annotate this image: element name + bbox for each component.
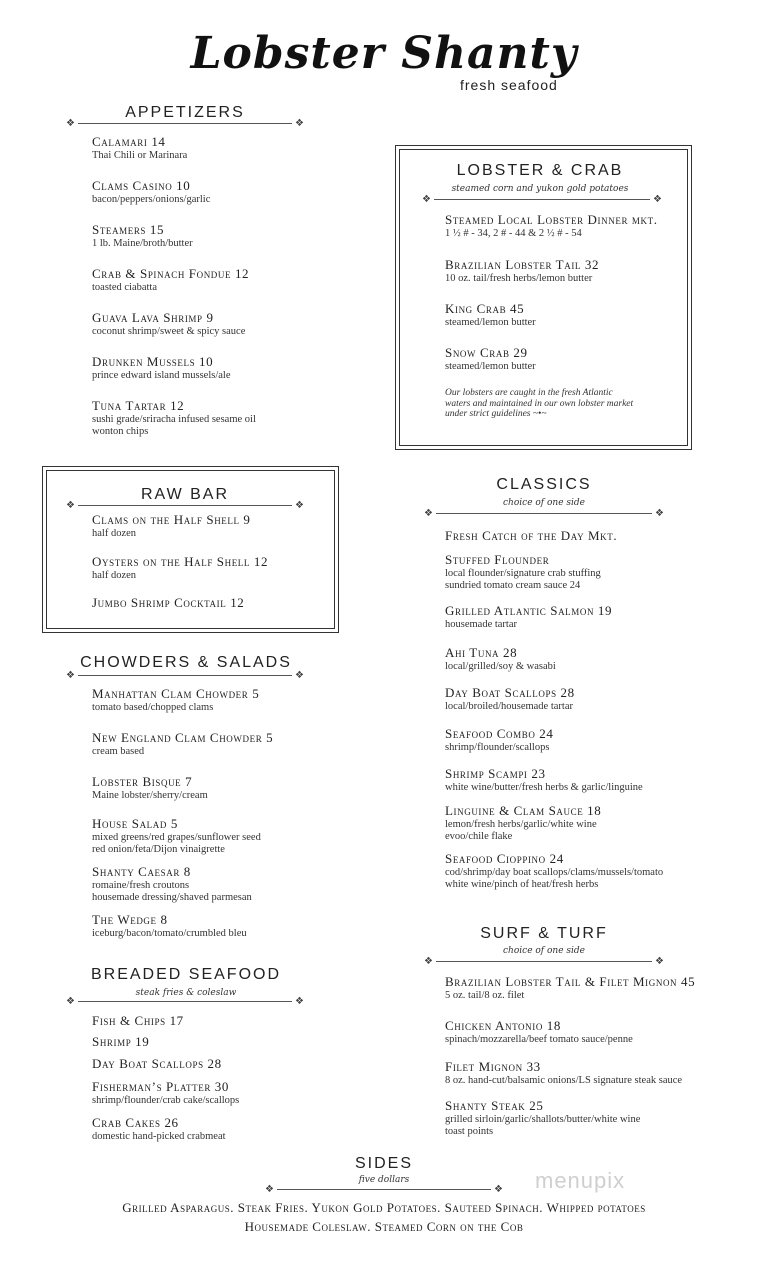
menu-item: Fresh Catch of the Day Mkt. bbox=[445, 528, 618, 543]
sides-divider bbox=[265, 1184, 503, 1196]
menu-item: Clams on the Half Shell 9 half dozen bbox=[92, 512, 251, 539]
flourish-left-icon: ❖ bbox=[66, 996, 75, 1007]
restaurant-logo: Lobster Shanty bbox=[190, 28, 578, 79]
flourish-right-icon: ❖ bbox=[655, 956, 664, 967]
menu-item: Seafood Combo 24 shrimp/flounder/scallops bbox=[445, 726, 554, 753]
menu-item: Tuna Tartar 12 sushi grade/sriracha infused sesame oil wonton chips bbox=[92, 398, 256, 437]
menu-item: Brazilian Lobster Tail 32 10 oz. tail/fresh herbs/lemon butter bbox=[445, 257, 600, 284]
menu-item: King Crab 45 steamed/lemon butter bbox=[445, 301, 536, 328]
classics-title: CLASSICS bbox=[496, 476, 592, 493]
classics-subtitle: choice of one side bbox=[503, 498, 585, 508]
menu-item: Steamers 15 1 lb. Maine/broth/butter bbox=[92, 222, 193, 249]
menu-item: Shanty Caesar 8 romaine/fresh croutons housemade dressing/shaved parmesan bbox=[92, 864, 252, 903]
menu-item: House Salad 5 mixed greens/red grapes/sunflower seed red onion/feta/Dijon vinaigrette bbox=[92, 816, 261, 855]
breaded-title: BREADED SEAFOOD bbox=[90, 966, 282, 983]
watermark: menupix bbox=[535, 1168, 626, 1193]
chowders-title: CHOWDERS & SALADS bbox=[80, 654, 292, 671]
menu-item: Shanty Steak 25 grilled sirloin/garlic/shallots/butter/white wine toast points bbox=[445, 1098, 641, 1137]
lobster-crab-subtitle: steamed corn and yukon gold potatoes bbox=[451, 184, 629, 194]
menu-item: Steamed Local Lobster Dinner mkt. 1 ½ # - 34, 2 # - 44 & 2 ½ # - 54 bbox=[445, 212, 658, 239]
lobster-crab-divider bbox=[422, 194, 662, 206]
raw-bar-title: RAW BAR bbox=[140, 486, 230, 503]
surf-turf-divider bbox=[424, 956, 664, 968]
menu-item: Day Boat Scallops 28 bbox=[92, 1056, 222, 1071]
lobster-crab-title: LOBSTER & CRAB bbox=[456, 162, 624, 179]
menu-item: Seafood Cioppino 24 cod/shrimp/day boat scallops/clams/mussels/tomato white wine/pinch of heat/fresh herbs bbox=[445, 851, 664, 890]
menu-item: Grilled Atlantic Salmon 19 housemade tartar bbox=[445, 603, 613, 630]
lobster-note: Our lobsters are caught in the fresh Atlantic waters and maintained in our own lobster market under strict guidelines ~•~ bbox=[445, 388, 634, 419]
sides-subtitle: five dollars bbox=[358, 1175, 410, 1185]
flourish-right-icon: ❖ bbox=[653, 194, 662, 205]
flourish-left-icon: ❖ bbox=[422, 194, 431, 205]
menu-item: Fish & Chips 17 bbox=[92, 1013, 184, 1028]
menu-item: Calamari 14 Thai Chili or Marinara bbox=[92, 134, 188, 161]
surf-turf-title: SURF & TURF bbox=[480, 925, 608, 942]
menu-item: Lobster Bisque 7 Maine lobster/sherry/cream bbox=[92, 774, 208, 801]
menu-item: Manhattan Clam Chowder 5 tomato based/chopped clams bbox=[92, 686, 260, 713]
sides-title: SIDES bbox=[354, 1155, 413, 1172]
breaded-subtitle: steak fries & coleslaw bbox=[135, 988, 237, 998]
flourish-left-icon: ❖ bbox=[66, 118, 75, 129]
flourish-right-icon: ❖ bbox=[494, 1184, 503, 1195]
raw-bar-divider bbox=[66, 500, 304, 512]
menu-item: Snow Crab 29 steamed/lemon butter bbox=[445, 345, 536, 372]
menu-item: Shrimp 19 bbox=[92, 1034, 150, 1049]
menu-item: Stuffed Flounder local flounder/signature crab stuffing sundried tomato cream sauce 24 bbox=[445, 552, 601, 591]
menu-item: Filet Mignon 33 8 oz. hand-cut/balsamic onions/LS signature steak sauce bbox=[445, 1059, 683, 1086]
appetizers-divider bbox=[66, 118, 304, 130]
menu-item: Fisherman’s Platter 30 shrimp/flounder/crab cake/scallops bbox=[92, 1079, 240, 1106]
menu-item: Linguine & Clam Sauce 18 lemon/fresh herbs/garlic/white wine evoo/chile flake bbox=[445, 803, 602, 842]
sides-list-line-1: Grilled Asparagus. Steak Fries. Yukon Gold Potatoes. Sauteed Spinach. Whipped potatoes bbox=[122, 1200, 646, 1215]
flourish-right-icon: ❖ bbox=[655, 508, 664, 519]
breaded-divider bbox=[66, 996, 304, 1008]
flourish-left-icon: ❖ bbox=[66, 670, 75, 681]
menu-item: Drunken Mussels 10 prince edward island mussels/ale bbox=[92, 354, 231, 381]
flourish-right-icon: ❖ bbox=[295, 500, 304, 511]
menu-item: Guava Lava Shrimp 9 coconut shrimp/sweet & spicy sauce bbox=[92, 310, 246, 337]
menu-item: Chicken Antonio 18 spinach/mozzarella/beef tomato sauce/penne bbox=[445, 1018, 633, 1045]
flourish-left-icon: ❖ bbox=[66, 500, 75, 511]
menu-item: New England Clam Chowder 5 cream based bbox=[92, 730, 274, 757]
menu-item: Brazilian Lobster Tail & Filet Mignon 45 5 oz. tail/8 oz. filet bbox=[445, 974, 696, 1001]
surf-turf-subtitle: choice of one side bbox=[503, 946, 585, 956]
menu-item: The Wedge 8 iceburg/bacon/tomato/crumbled bleu bbox=[92, 912, 247, 939]
flourish-left-icon: ❖ bbox=[424, 956, 433, 967]
chowders-divider bbox=[66, 670, 304, 682]
menu-item: Day Boat Scallops 28 local/broiled/housemade tartar bbox=[445, 685, 575, 712]
flourish-right-icon: ❖ bbox=[295, 670, 304, 681]
classics-divider bbox=[424, 508, 664, 520]
flourish-left-icon: ❖ bbox=[424, 508, 433, 519]
flourish-right-icon: ❖ bbox=[295, 996, 304, 1007]
menu-item: Shrimp Scampi 23 white wine/butter/fresh herbs & garlic/linguine bbox=[445, 766, 643, 793]
menu-item: Oysters on the Half Shell 12 half dozen bbox=[92, 554, 269, 581]
sides-list-line-2: Housemade Coleslaw. Steamed Corn on the Cob bbox=[244, 1219, 524, 1234]
menu-item: Clams Casino 10 bacon/peppers/onions/garlic bbox=[92, 178, 211, 205]
menu-item: Crab & Spinach Fondue 12 toasted ciabatta bbox=[92, 266, 250, 293]
tagline: fresh seafood bbox=[460, 77, 558, 93]
menu-item: Jumbo Shrimp Cocktail 12 bbox=[92, 595, 245, 610]
appetizers-title: APPETIZERS bbox=[125, 104, 245, 121]
menu-item: Ahi Tuna 28 local/grilled/soy & wasabi bbox=[445, 645, 556, 672]
menu-item: Crab Cakes 26 domestic hand-picked crabmeat bbox=[92, 1115, 226, 1142]
flourish-left-icon: ❖ bbox=[265, 1184, 274, 1195]
flourish-right-icon: ❖ bbox=[295, 118, 304, 129]
